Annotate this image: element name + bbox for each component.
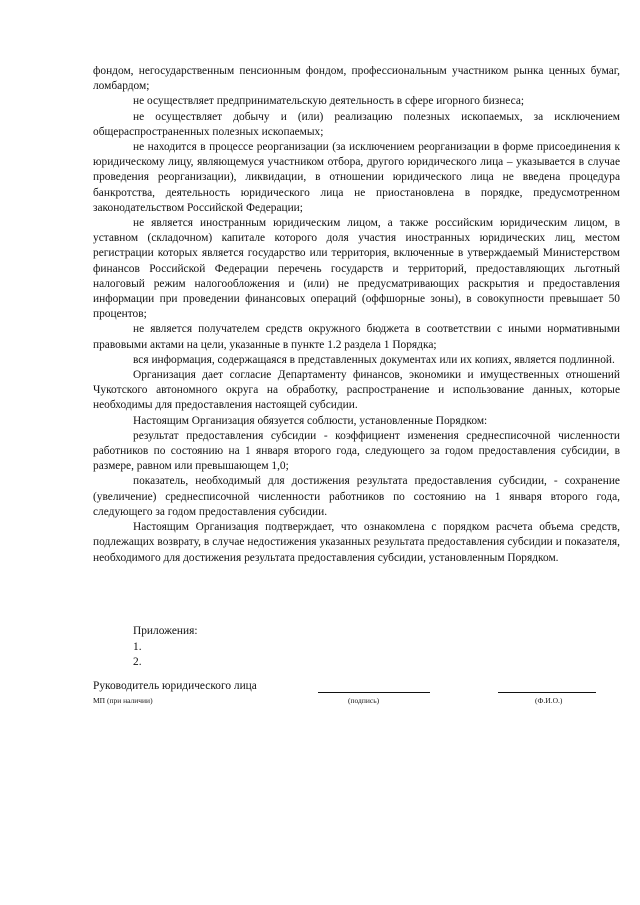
paragraph-2: не осуществляет предпринимательскую деятельность в сфере игорного бизнеса;: [133, 95, 525, 108]
paragraph-5: не является иностранным юридическим лицом, а также российским юридическим лицом, в уставном (складочном) капитале которого доля участия иностранных юридических лиц, местом регистрации которых является государство или территория, включенные в утверждаемый Министерством финансов Российской Федерации перечень государств и территорий, предоставляющих льготный налоговый режим налогообложения и (или) не предусматривающих раскрытия и предоставления информации при проведении финансовых операций (оффшорные зоны), в совокупности превышает 50 процентов;: [93, 217, 620, 321]
signature-caption: (подпись): [348, 696, 380, 705]
paragraph-3: не осуществляет добычу и (или) реализацию полезных ископаемых, за исключением общераспространенных полезных ископаемых;: [93, 110, 620, 138]
fio-line: [498, 680, 596, 693]
paragraph-4: не находится в процессе реорганизации (за исключением реорганизации в форме присоединения к юридическому лицу, являющемуся участником отбора, другого юридического лица – указывается в случае проведения реорганизации), ликвидации, в отношении юридического лица не введена процедура банкротства, деятельность юридического лица не приостановлена в порядке, предусмотренном законодательством Российской Федерации;: [93, 141, 620, 214]
paragraph-1: фондом, негосударственным пенсионным фондом, профессиональным участником рынка ценных бумаг, ломбардом;: [93, 65, 620, 93]
paragraph-6: не является получателем средств окружного бюджета в соответствии с иными нормативными правовыми актами на цели, указанные в пункте 1.2 раздела 1 Порядка;: [93, 323, 620, 351]
paragraph-9: Настоящим Организация обязуется соблюсти, установленные Порядком:: [133, 414, 488, 427]
signature-line: [318, 680, 430, 693]
fio-caption: (Ф.И.О.): [535, 696, 563, 705]
appendix-title: Приложения:: [133, 625, 198, 637]
paragraph-12: Настоящим Организация подтверждает, что ознакомлена с порядком расчета объема средств, подлежащих возврату, в случае недостижения указанных результата предоставления субсидии и показателя, необходимого для достижения результата предоставления субсидии, установленным Порядком.: [93, 521, 620, 564]
appendix-block: [133, 624, 197, 671]
appendix-item-1: 1.: [133, 640, 142, 653]
paragraph-10: результат предоставления субсидии - коэффициент изменения среднесписочной численности работников по состоянию на 1 января второго года, следующего за годом предоставления субсидии, в размере, равном или превышающем 1,0;: [93, 429, 620, 473]
paragraph-11: показатель, необходимый для достижения результата предоставления субсидии, - сохранение (увеличение) среднесписочной численности работников по состоянию на 1 января второго года, следующего за годом предоставления субсидии.: [93, 475, 620, 518]
document-body: [93, 64, 620, 566]
appendix-item-2: 2.: [133, 656, 142, 668]
paragraph-8: Организация дает согласие Департаменту финансов, экономики и имущественных отношений Чукотского автономного округа на обработку, распространение и использование данных, которые необходимы для предоставления настоящей субсидии.: [93, 369, 620, 412]
signature-label: Руководитель юридического лица: [93, 680, 257, 692]
stamp-note: МП (при наличии): [93, 696, 153, 705]
paragraph-7: вся информация, содержащаяся в представленных документах или их копиях, является подлинной.: [133, 353, 615, 366]
